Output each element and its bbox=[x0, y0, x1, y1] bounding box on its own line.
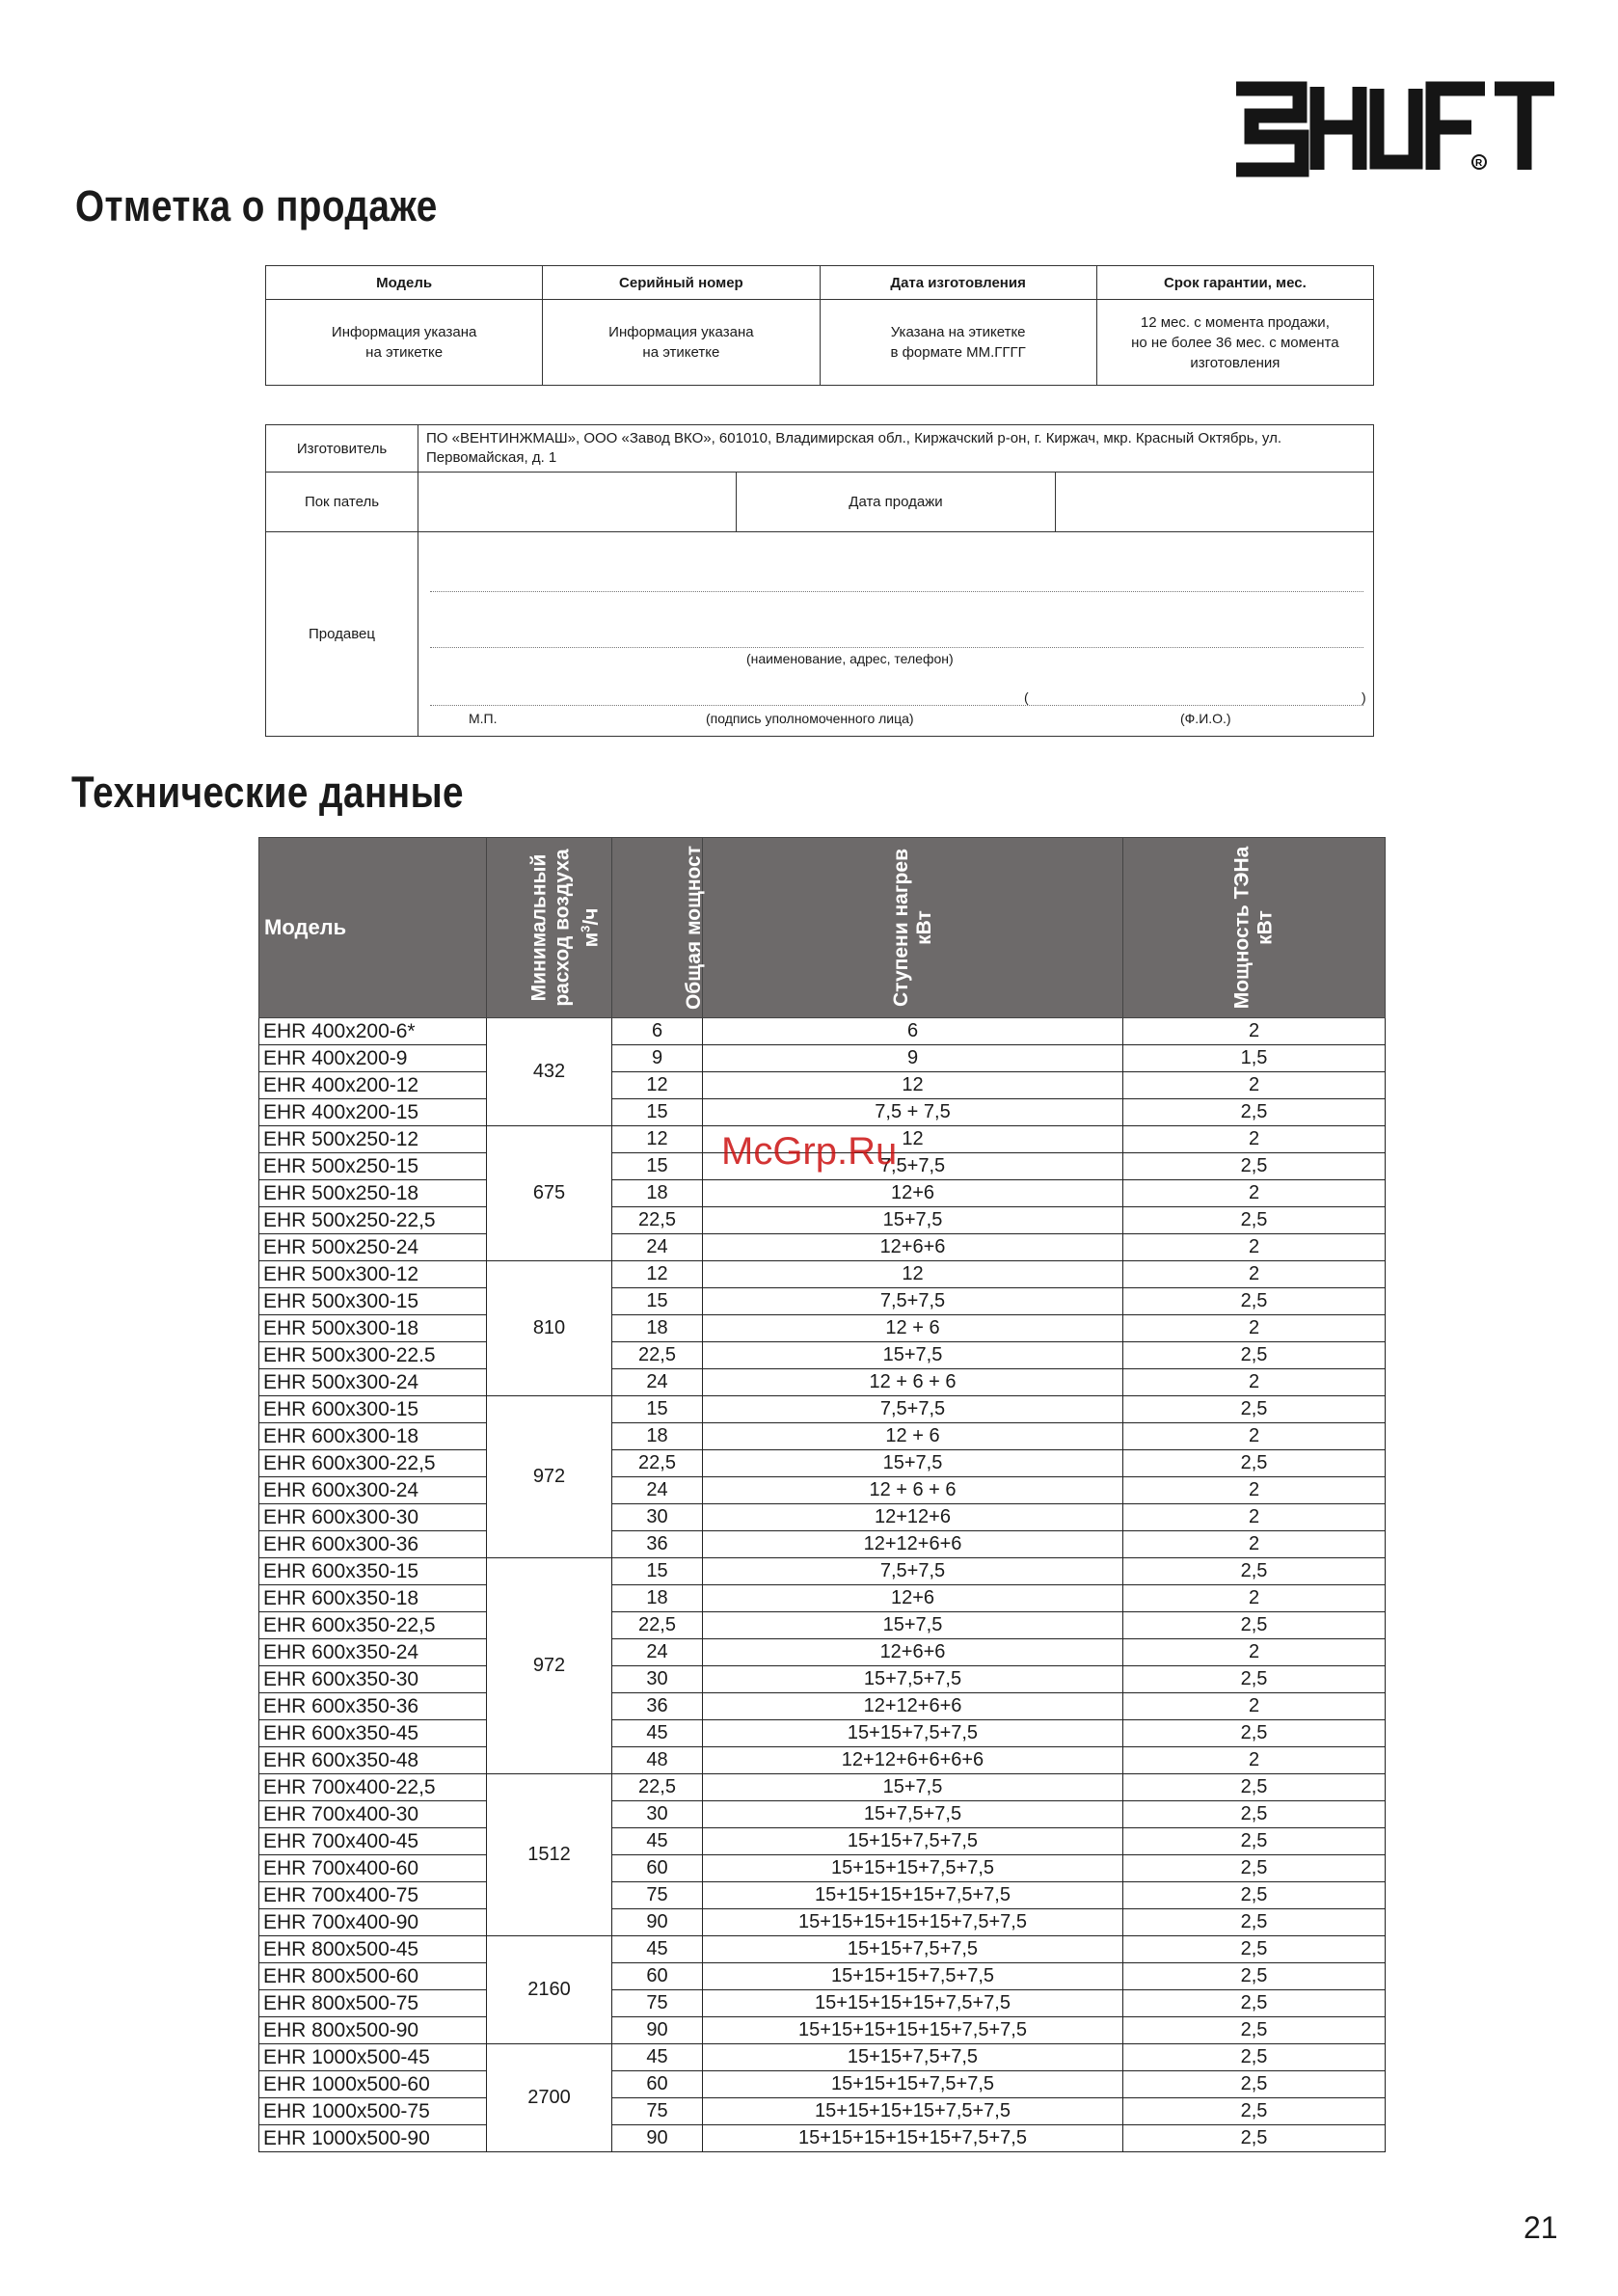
table-row bbox=[259, 1828, 1386, 1855]
model-cell: EHR 700x400-60 bbox=[259, 1855, 487, 1882]
steps-cell: 15+15+15+7,5+7,5 bbox=[703, 2071, 1123, 2098]
power-cell: 22,5 bbox=[612, 1342, 703, 1369]
ten-cell: 2,5 bbox=[1123, 1936, 1386, 1963]
steps-cell: 12 bbox=[703, 1261, 1123, 1288]
power-cell: 24 bbox=[612, 1639, 703, 1666]
model-cell: EHR 600x350-36 bbox=[259, 1693, 487, 1720]
ten-cell: 2,5 bbox=[1123, 1855, 1386, 1882]
steps-cell: 12 + 6 + 6 bbox=[703, 1477, 1123, 1504]
fio-caption: (Ф.И.О.) bbox=[1180, 711, 1231, 726]
signature-caption: (подпись уполномоченного лица) bbox=[706, 711, 914, 726]
table-row bbox=[259, 1747, 1386, 1774]
ten-cell: 2 bbox=[1123, 1315, 1386, 1342]
power-cell: 6 bbox=[612, 1018, 703, 1045]
power-cell: 90 bbox=[612, 2017, 703, 2044]
model-cell: EHR 800x500-75 bbox=[259, 1990, 487, 2017]
steps-cell: 12+6 bbox=[703, 1180, 1123, 1207]
steps-cell: 12+6+6 bbox=[703, 1639, 1123, 1666]
steps-cell: 12 + 6 bbox=[703, 1423, 1123, 1450]
ten-cell: 2,5 bbox=[1123, 1099, 1386, 1126]
header-manufacture-date: Дата изготовления bbox=[820, 266, 1096, 300]
steps-cell: 15+7,5 bbox=[703, 1612, 1123, 1639]
table-row bbox=[259, 1477, 1386, 1504]
header-model: Модель bbox=[266, 266, 543, 300]
ten-cell: 2,5 bbox=[1123, 1558, 1386, 1585]
table-row bbox=[259, 1936, 1386, 1963]
steps-cell: 12+6 bbox=[703, 1585, 1123, 1612]
power-cell: 45 bbox=[612, 2044, 703, 2071]
model-cell: EHR 700x400-90 bbox=[259, 1909, 487, 1936]
steps-cell: 12+12+6+6 bbox=[703, 1531, 1123, 1558]
power-cell: 15 bbox=[612, 1558, 703, 1585]
model-cell: EHR 500x250-22,5 bbox=[259, 1207, 487, 1234]
table-row bbox=[259, 1045, 1386, 1072]
model-cell: EHR 500x300-18 bbox=[259, 1315, 487, 1342]
table-row bbox=[259, 1612, 1386, 1639]
ten-cell: 1,5 bbox=[1123, 1045, 1386, 1072]
ten-cell: 2 bbox=[1123, 1747, 1386, 1774]
model-cell: EHR 400x200-12 bbox=[259, 1072, 487, 1099]
table-row bbox=[259, 1315, 1386, 1342]
steps-cell: 15+15+15+7,5+7,5 bbox=[703, 1855, 1123, 1882]
steps-cell: 15+15+7,5+7,5 bbox=[703, 1828, 1123, 1855]
brand-logo bbox=[1223, 77, 1566, 183]
stamp-label: М.П. bbox=[469, 711, 498, 726]
cell-serial: Информация указана на этикетке bbox=[543, 300, 820, 386]
airflow-cell: 2700 bbox=[487, 2044, 612, 2152]
power-cell: 22,5 bbox=[612, 1612, 703, 1639]
ten-cell: 2,5 bbox=[1123, 1396, 1386, 1423]
ten-cell: 2 bbox=[1123, 1369, 1386, 1396]
ten-cell: 2 bbox=[1123, 1072, 1386, 1099]
airflow-cell: 675 bbox=[487, 1126, 612, 1261]
table-row bbox=[259, 2125, 1386, 2152]
cell-manufacture-date: Указана на этикетке в формате ММ.ГГГГ bbox=[820, 300, 1096, 386]
ten-cell: 2,5 bbox=[1123, 1720, 1386, 1747]
ten-cell: 2,5 bbox=[1123, 2044, 1386, 2071]
table-row bbox=[259, 1369, 1386, 1396]
steps-cell: 15+7,5 bbox=[703, 1774, 1123, 1801]
watermark: McGrp.Ru bbox=[721, 1130, 898, 1173]
power-cell: 18 bbox=[612, 1423, 703, 1450]
table-row bbox=[259, 1801, 1386, 1828]
table-row bbox=[259, 1585, 1386, 1612]
table-row bbox=[259, 1261, 1386, 1288]
model-cell: EHR 1000x500-60 bbox=[259, 2071, 487, 2098]
steps-cell: 15+15+15+15+7,5+7,5 bbox=[703, 1882, 1123, 1909]
tech-header-steps: Ступени нагрев кВт bbox=[703, 838, 1123, 1018]
power-cell: 30 bbox=[612, 1666, 703, 1693]
manufacturer-value: ПО «ВЕНТИНЖМАШ», ООО «Завод ВКО», 601010, Владимирская обл., Киржачский р-он, г. Киржач, мкр. Красный Октябрь, ул. Первомайская, д. 1 bbox=[418, 425, 1374, 473]
ten-cell: 2 bbox=[1123, 1504, 1386, 1531]
buyer-label: Пок патель bbox=[266, 473, 418, 532]
power-cell: 22,5 bbox=[612, 1450, 703, 1477]
signature-line bbox=[430, 705, 1363, 706]
steps-cell: 12+6+6 bbox=[703, 1234, 1123, 1261]
power-cell: 45 bbox=[612, 1828, 703, 1855]
power-cell: 12 bbox=[612, 1261, 703, 1288]
model-cell: EHR 500x300-22.5 bbox=[259, 1342, 487, 1369]
ten-cell: 2,5 bbox=[1123, 1666, 1386, 1693]
sale-table bbox=[265, 265, 1374, 386]
model-cell: EHR 500x250-18 bbox=[259, 1180, 487, 1207]
table-row bbox=[259, 1909, 1386, 1936]
model-cell: EHR 700x400-30 bbox=[259, 1801, 487, 1828]
power-cell: 90 bbox=[612, 2125, 703, 2152]
open-paren: ( bbox=[1024, 689, 1029, 705]
ten-cell: 2,5 bbox=[1123, 1612, 1386, 1639]
power-cell: 22,5 bbox=[612, 1774, 703, 1801]
table-row bbox=[259, 1072, 1386, 1099]
manufacturer-label: Изготовитель bbox=[266, 425, 418, 473]
power-cell: 60 bbox=[612, 1963, 703, 1990]
model-cell: EHR 700x400-22,5 bbox=[259, 1774, 487, 1801]
model-cell: EHR 500x300-12 bbox=[259, 1261, 487, 1288]
model-cell: EHR 700x400-75 bbox=[259, 1882, 487, 1909]
airflow-cell: 432 bbox=[487, 1018, 612, 1126]
model-cell: EHR 600x300-22,5 bbox=[259, 1450, 487, 1477]
ten-cell: 2,5 bbox=[1123, 1990, 1386, 2017]
tech-table-body bbox=[259, 1018, 1386, 2152]
table-row bbox=[259, 1639, 1386, 1666]
steps-cell: 15+15+15+15+7,5+7,5 bbox=[703, 2098, 1123, 2125]
seller-line-1 bbox=[430, 591, 1363, 592]
ten-cell: 2 bbox=[1123, 1693, 1386, 1720]
model-cell: EHR 600x300-15 bbox=[259, 1396, 487, 1423]
ten-cell: 2 bbox=[1123, 1180, 1386, 1207]
power-cell: 24 bbox=[612, 1369, 703, 1396]
tech-header-ten: Мощность ТЭНа кВт bbox=[1123, 838, 1386, 1018]
ten-cell: 2,5 bbox=[1123, 2017, 1386, 2044]
steps-cell: 12 bbox=[703, 1072, 1123, 1099]
power-cell: 75 bbox=[612, 1882, 703, 1909]
power-cell: 45 bbox=[612, 1720, 703, 1747]
table-row bbox=[259, 2044, 1386, 2071]
header-serial: Серийный номер bbox=[543, 266, 820, 300]
ten-cell: 2,5 bbox=[1123, 1342, 1386, 1369]
sale-date-label: Дата продажи bbox=[737, 473, 1055, 532]
power-cell: 15 bbox=[612, 1396, 703, 1423]
table-row bbox=[259, 1018, 1386, 1045]
cell-warranty: 12 мес. с момента продажи, но не более 36 мес. с момента изготовления bbox=[1096, 300, 1373, 386]
model-cell: EHR 600x300-36 bbox=[259, 1531, 487, 1558]
steps-cell: 7,5+7,5 bbox=[703, 1153, 1123, 1180]
power-cell: 75 bbox=[612, 2098, 703, 2125]
model-cell: EHR 600x300-24 bbox=[259, 1477, 487, 1504]
steps-cell: 15+7,5+7,5 bbox=[703, 1801, 1123, 1828]
ten-cell: 2 bbox=[1123, 1261, 1386, 1288]
model-cell: EHR 500x250-24 bbox=[259, 1234, 487, 1261]
sale-title: Отметка о продаже bbox=[75, 181, 438, 230]
ten-cell: 2,5 bbox=[1123, 1963, 1386, 1990]
tech-table bbox=[258, 837, 1386, 2152]
steps-cell: 7,5 + 7,5 bbox=[703, 1099, 1123, 1126]
power-cell: 24 bbox=[612, 1234, 703, 1261]
ten-cell: 2,5 bbox=[1123, 1801, 1386, 1828]
seller-caption: (наименование, адрес, телефон) bbox=[746, 651, 954, 666]
tech-header-airflow: Минимальный расход воздуха $м^3/ч$ bbox=[487, 838, 612, 1018]
table-row bbox=[259, 2017, 1386, 2044]
steps-cell: 15+15+15+15+15+7,5+7,5 bbox=[703, 1909, 1123, 1936]
steps-cell: 15+15+7,5+7,5 bbox=[703, 2044, 1123, 2071]
ten-cell: 2,5 bbox=[1123, 1828, 1386, 1855]
ten-cell: 2 bbox=[1123, 1018, 1386, 1045]
table-row bbox=[259, 1720, 1386, 1747]
ten-cell: 2 bbox=[1123, 1477, 1386, 1504]
power-cell: 9 bbox=[612, 1045, 703, 1072]
model-cell: EHR 800x500-90 bbox=[259, 2017, 487, 2044]
model-cell: EHR 800x500-60 bbox=[259, 1963, 487, 1990]
table-row bbox=[259, 1423, 1386, 1450]
ten-cell: 2,5 bbox=[1123, 1153, 1386, 1180]
table-row bbox=[259, 1504, 1386, 1531]
model-cell: EHR 600x300-30 bbox=[259, 1504, 487, 1531]
steps-cell: 9 bbox=[703, 1045, 1123, 1072]
steps-cell: 12 + 6 bbox=[703, 1315, 1123, 1342]
steps-cell: 15+7,5 bbox=[703, 1207, 1123, 1234]
steps-cell: 15+15+7,5+7,5 bbox=[703, 1720, 1123, 1747]
table-row bbox=[259, 2071, 1386, 2098]
tech-title: Технические данные bbox=[71, 768, 465, 817]
model-cell: EHR 600x350-30 bbox=[259, 1666, 487, 1693]
airflow-cell: 972 bbox=[487, 1558, 612, 1774]
power-cell: 22,5 bbox=[612, 1207, 703, 1234]
table-row bbox=[259, 1558, 1386, 1585]
steps-cell: 12+12+6+6 bbox=[703, 1693, 1123, 1720]
power-cell: 36 bbox=[612, 1693, 703, 1720]
steps-cell: 15+15+7,5+7,5 bbox=[703, 1936, 1123, 1963]
power-cell: 18 bbox=[612, 1180, 703, 1207]
table-row bbox=[259, 1234, 1386, 1261]
model-cell: EHR 600x350-45 bbox=[259, 1720, 487, 1747]
steps-cell: 15+15+15+15+15+7,5+7,5 bbox=[703, 2017, 1123, 2044]
ten-cell: 2 bbox=[1123, 1531, 1386, 1558]
ten-cell: 2,5 bbox=[1123, 1909, 1386, 1936]
steps-cell: 7,5+7,5 bbox=[703, 1558, 1123, 1585]
steps-cell: 6 bbox=[703, 1018, 1123, 1045]
power-cell: 18 bbox=[612, 1315, 703, 1342]
table-row bbox=[259, 1288, 1386, 1315]
steps-cell: 15+15+15+15+15+7,5+7,5 bbox=[703, 2125, 1123, 2152]
model-cell: EHR 600x350-22,5 bbox=[259, 1612, 487, 1639]
table-row bbox=[259, 1774, 1386, 1801]
power-cell: 15 bbox=[612, 1099, 703, 1126]
table-row bbox=[259, 1990, 1386, 2017]
model-cell: EHR 600x350-48 bbox=[259, 1747, 487, 1774]
ten-cell: 2 bbox=[1123, 1234, 1386, 1261]
ten-cell: 2,5 bbox=[1123, 1288, 1386, 1315]
tech-header-power: Общая мощност bbox=[612, 838, 703, 1018]
model-cell: EHR 600x350-15 bbox=[259, 1558, 487, 1585]
steps-cell: 12 + 6 + 6 bbox=[703, 1369, 1123, 1396]
power-cell: 15 bbox=[612, 1288, 703, 1315]
model-cell: EHR 700x400-45 bbox=[259, 1828, 487, 1855]
model-cell: EHR 1000x500-75 bbox=[259, 2098, 487, 2125]
power-cell: 60 bbox=[612, 2071, 703, 2098]
ten-cell: 2 bbox=[1123, 1585, 1386, 1612]
cell-model: Информация указана на этикетке bbox=[266, 300, 543, 386]
power-cell: 18 bbox=[612, 1585, 703, 1612]
power-cell: 48 bbox=[612, 1747, 703, 1774]
steps-cell: 12 bbox=[703, 1126, 1123, 1153]
steps-cell: 15+7,5 bbox=[703, 1342, 1123, 1369]
steps-cell: 15+15+15+7,5+7,5 bbox=[703, 1963, 1123, 1990]
model-cell: EHR 600x350-24 bbox=[259, 1639, 487, 1666]
power-cell: 12 bbox=[612, 1126, 703, 1153]
buyer-field[interactable] bbox=[418, 473, 737, 532]
ten-cell: 2 bbox=[1123, 1639, 1386, 1666]
sale-info-table bbox=[265, 424, 1374, 737]
power-cell: 30 bbox=[612, 1801, 703, 1828]
airflow-cell: 2160 bbox=[487, 1936, 612, 2044]
table-row bbox=[259, 1342, 1386, 1369]
power-cell: 36 bbox=[612, 1531, 703, 1558]
table-row bbox=[259, 1396, 1386, 1423]
ten-cell: 2,5 bbox=[1123, 1450, 1386, 1477]
model-cell: EHR 400x200-6* bbox=[259, 1018, 487, 1045]
airflow-cell: 810 bbox=[487, 1261, 612, 1396]
model-cell: EHR 400x200-15 bbox=[259, 1099, 487, 1126]
table-row bbox=[259, 1099, 1386, 1126]
table-row bbox=[259, 1207, 1386, 1234]
ten-cell: 2,5 bbox=[1123, 1774, 1386, 1801]
model-cell: EHR 500x250-15 bbox=[259, 1153, 487, 1180]
header-warranty: Срок гарантии, мес. bbox=[1096, 266, 1373, 300]
power-cell: 45 bbox=[612, 1936, 703, 1963]
seller-label: Продавец bbox=[266, 532, 418, 737]
model-cell: EHR 500x300-15 bbox=[259, 1288, 487, 1315]
table-row bbox=[259, 1963, 1386, 1990]
table-row bbox=[259, 1531, 1386, 1558]
power-cell: 60 bbox=[612, 1855, 703, 1882]
steps-cell: 15+7,5+7,5 bbox=[703, 1666, 1123, 1693]
steps-cell: 12+12+6 bbox=[703, 1504, 1123, 1531]
table-row bbox=[259, 1882, 1386, 1909]
table-row bbox=[259, 1693, 1386, 1720]
sale-date-field[interactable] bbox=[1055, 473, 1373, 532]
ten-cell: 2 bbox=[1123, 1126, 1386, 1153]
steps-cell: 7,5+7,5 bbox=[703, 1288, 1123, 1315]
power-cell: 30 bbox=[612, 1504, 703, 1531]
steps-cell: 15+15+15+15+7,5+7,5 bbox=[703, 1990, 1123, 2017]
seller-line-2 bbox=[430, 647, 1363, 648]
model-cell: EHR 600x300-18 bbox=[259, 1423, 487, 1450]
power-cell: 12 bbox=[612, 1072, 703, 1099]
close-paren: ) bbox=[1362, 689, 1366, 705]
model-cell: EHR 800x500-45 bbox=[259, 1936, 487, 1963]
table-row bbox=[259, 1666, 1386, 1693]
ten-cell: 2 bbox=[1123, 1423, 1386, 1450]
model-cell: EHR 1000x500-90 bbox=[259, 2125, 487, 2152]
ten-cell: 2,5 bbox=[1123, 2125, 1386, 2152]
ten-cell: 2,5 bbox=[1123, 1207, 1386, 1234]
table-row bbox=[259, 1450, 1386, 1477]
steps-cell: 7,5+7,5 bbox=[703, 1396, 1123, 1423]
svg-text:R: R bbox=[1475, 158, 1483, 169]
power-cell: 24 bbox=[612, 1477, 703, 1504]
table-row bbox=[259, 1180, 1386, 1207]
table-row bbox=[259, 2098, 1386, 2125]
table-row bbox=[259, 1855, 1386, 1882]
power-cell: 90 bbox=[612, 1909, 703, 1936]
tech-header-model: Модель bbox=[259, 838, 487, 1018]
seller-field[interactable] bbox=[418, 532, 1374, 737]
ten-cell: 2,5 bbox=[1123, 2098, 1386, 2125]
ten-cell: 2,5 bbox=[1123, 1882, 1386, 1909]
model-cell: EHR 500x250-12 bbox=[259, 1126, 487, 1153]
airflow-cell: 1512 bbox=[487, 1774, 612, 1936]
steps-cell: 15+7,5 bbox=[703, 1450, 1123, 1477]
model-cell: EHR 1000x500-45 bbox=[259, 2044, 487, 2071]
page-number: 21 bbox=[1524, 2210, 1558, 2245]
model-cell: EHR 600x350-18 bbox=[259, 1585, 487, 1612]
power-cell: 75 bbox=[612, 1990, 703, 2017]
model-cell: EHR 400x200-9 bbox=[259, 1045, 487, 1072]
ten-cell: 2,5 bbox=[1123, 2071, 1386, 2098]
steps-cell: 12+12+6+6+6+6 bbox=[703, 1747, 1123, 1774]
airflow-cell: 972 bbox=[487, 1396, 612, 1558]
power-cell: 15 bbox=[612, 1153, 703, 1180]
model-cell: EHR 500x300-24 bbox=[259, 1369, 487, 1396]
